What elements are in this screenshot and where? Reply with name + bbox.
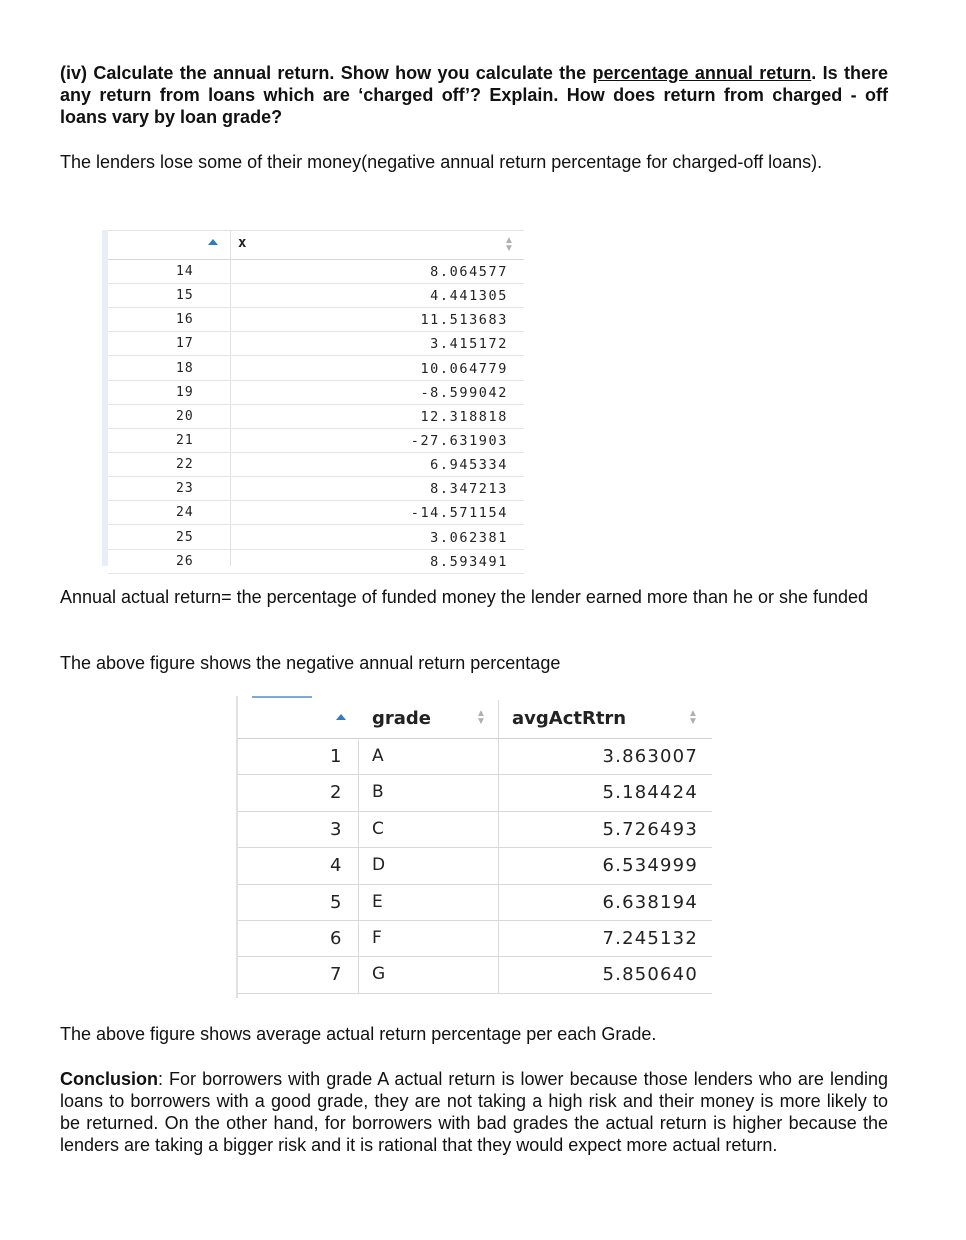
row-grade: B [372, 782, 384, 803]
row-value: 8.347213 [430, 481, 508, 498]
sort-ascending-icon[interactable] [208, 239, 218, 245]
row-value: 5.184424 [602, 782, 698, 804]
paragraph-conclusion [60, 1068, 888, 1156]
row-value: -8.599042 [420, 384, 508, 401]
row-index: 26 [176, 553, 194, 569]
row-value: 6.945334 [430, 457, 508, 474]
table-header [238, 700, 712, 739]
row-value: 5.726493 [602, 818, 698, 840]
row-index: 19 [176, 384, 194, 400]
question-part1: (iv) Calculate the annual return. Show how you calculate the [60, 63, 593, 83]
row-value: 12.318818 [420, 408, 508, 425]
row-index: 22 [176, 457, 194, 473]
row-index: 4 [330, 855, 342, 877]
table-row [108, 358, 524, 381]
column-header-avg-return[interactable]: avgActRtrn [512, 708, 627, 729]
row-index: 21 [176, 432, 194, 448]
row-index: 17 [176, 336, 194, 352]
row-index: 2 [330, 782, 342, 804]
paragraph-figure-note: The above figure shows the negative annual return percentage [60, 653, 561, 673]
table-row [108, 527, 524, 550]
row-value: 7.245132 [602, 927, 698, 949]
table-row [108, 454, 524, 477]
grade-return-table [236, 696, 714, 998]
selection-indicator [252, 696, 312, 698]
row-index: 5 [330, 891, 342, 913]
row-index: 16 [176, 312, 194, 328]
table-row [238, 775, 712, 811]
row-value: 8.064577 [430, 264, 508, 280]
row-grade: A [372, 746, 384, 766]
row-index: 15 [176, 288, 194, 304]
sort-toggle-icon[interactable]: ▲ ▼ [476, 708, 486, 727]
row-grade: F [372, 927, 382, 948]
table-row [108, 285, 524, 308]
table-row [238, 957, 712, 993]
table-row [238, 885, 712, 921]
row-value: 5.850640 [602, 964, 698, 986]
paragraph-negative-return: The lenders lose some of their money(negative annual return percentage for charged-off loans). [60, 152, 823, 172]
row-index: 23 [176, 481, 194, 497]
question-part2: . Is there any return from loans which are ‘charged off’? Explain. How does return from charged - off loans vary by loan grade? [60, 63, 888, 127]
row-value: 10.064779 [420, 360, 508, 377]
sort-ascending-icon[interactable] [336, 714, 346, 720]
row-grade: E [372, 891, 383, 912]
table-body [238, 739, 712, 994]
return-table [102, 230, 524, 570]
table-row [108, 382, 524, 405]
row-value: 3.062381 [430, 529, 508, 546]
table-row [108, 551, 524, 574]
table-row [108, 261, 524, 284]
row-value: 11.513683 [420, 312, 508, 329]
column-header-grade[interactable]: grade [372, 708, 432, 729]
table-row [108, 502, 524, 525]
row-value: 8.593491 [430, 553, 508, 570]
sort-toggle-icon[interactable]: ▲ ▼ [688, 708, 698, 727]
row-index: 1 [330, 746, 342, 767]
table-row [238, 921, 712, 957]
conclusion-text: : For borrowers with grade A actual return is lower because those lenders who are lending loans to borrowers with a good grade, they are not taking a high risk and their money is more likely to be returned. On the other hand, for borrowers with bad grades the actual return is higher because the lenders are taking a bigger risk and it is rational that they would expect more actual return. [60, 1069, 888, 1155]
row-value: -27.631903 [410, 432, 508, 449]
row-index: 3 [330, 818, 342, 840]
row-grade: G [372, 964, 386, 985]
row-index: 20 [176, 408, 194, 424]
question-underlined: percentage annual return [592, 63, 812, 83]
table-row [238, 812, 712, 848]
paragraph-grade-note: The above figure shows average actual return percentage per each Grade. [60, 1024, 657, 1044]
row-index: 18 [176, 360, 194, 376]
row-value: 4.441305 [430, 288, 508, 305]
row-value: 6.638194 [602, 891, 698, 913]
row-grade: D [372, 855, 386, 876]
row-index: 24 [176, 505, 194, 521]
paragraph-definition: Annual actual return= the percentage of funded money the lender earned more than he or she funded [60, 587, 869, 607]
row-value: 6.534999 [602, 855, 698, 877]
row-value: 3.863007 [602, 746, 698, 767]
question-text [60, 62, 888, 128]
row-grade: C [372, 818, 384, 839]
table-header [108, 230, 524, 260]
table-row [238, 848, 712, 884]
row-index: 6 [330, 927, 342, 949]
row-value: -14.571154 [410, 505, 508, 522]
table-row [108, 478, 524, 501]
row-index: 14 [176, 264, 194, 279]
sort-toggle-icon[interactable]: ▲ ▼ [504, 235, 514, 254]
table-row [108, 309, 524, 332]
conclusion-label: Conclusion [60, 1069, 158, 1089]
table-row [108, 406, 524, 429]
table-row [108, 430, 524, 453]
table-row [238, 739, 712, 775]
table-body [108, 261, 524, 575]
table-row [108, 333, 524, 356]
row-value: 3.415172 [430, 336, 508, 353]
row-index: 25 [176, 529, 194, 545]
column-header-x[interactable]: x [238, 235, 247, 251]
row-index: 7 [330, 964, 342, 986]
